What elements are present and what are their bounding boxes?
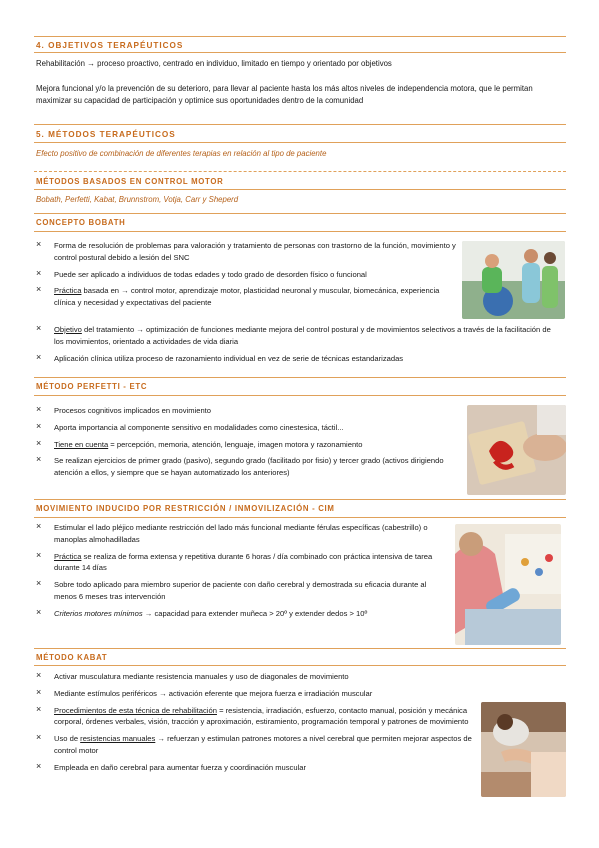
list-item: × Práctica basada en → control motor, aprendizaje motor, plasticidad neuronal y muscular, biomecánica, experiencia clínica y necesidad y expectativas del paciente xyxy=(36,285,456,309)
perfetti-title: MÉTODO PERFETTI - ETC xyxy=(36,382,148,391)
kabat-therapy-photo xyxy=(481,702,566,797)
section-4-line: Rehabilitación → proceso proactivo, centrado en individuo, limitado en tiempo y orientado por objetivos xyxy=(36,59,392,68)
cim-list xyxy=(36,522,446,625)
perfetti-rule xyxy=(34,395,566,396)
list-item: × Procesos cognitivos implicados en movimiento xyxy=(36,405,466,417)
section-5-title: 5. MÉTODOS TERAPÉUTICOS xyxy=(36,130,176,139)
list-item: × Uso de resistencias manuales → refuerzan y estimulan patrones motores a nivel cerebral que permiten mejorar aspectos de control motor xyxy=(36,733,476,757)
bobath-rule xyxy=(34,231,566,232)
cim-restriction-photo xyxy=(455,524,561,645)
list-item: × Aporta importancia al componente sensitivo en modalidades como cinestesica, táctil... xyxy=(36,422,466,434)
kabat-list xyxy=(36,671,476,779)
list-item: × Sobre todo aplicado para miembro superior de paciente con daño cerebral y demostrada su eficacia durante al menos 6 meses tras intervención xyxy=(36,579,446,603)
perfetti-list xyxy=(36,405,466,484)
bobath-list-wide xyxy=(36,324,562,369)
cim-rule xyxy=(34,517,566,518)
section-4-title: 4. OBJETIVOS TERAPÉUTICOS xyxy=(36,41,184,50)
cim-top-rule xyxy=(34,499,566,500)
control-motor-list: Bobath, Perfetti, Kabat, Brunnstrom, Votja, Carr y Sheperd xyxy=(36,195,239,204)
list-item: × Aplicación clínica utiliza proceso de razonamiento individual en vez de serie de técnicas estandarizadas xyxy=(36,353,562,365)
kabat-rule xyxy=(34,665,566,666)
list-item: × Procedimientos de esta técnica de rehabilitación = resistencia, irradiación, esfuerzo, contacto manual, posición y mecánica corporal, órdenes verbales, visión, tracción y aproximación, estiramiento, programación temporal y patrones de movimiento xyxy=(36,705,476,729)
list-item: × Activar musculatura mediante resistencia manuales y uso de diagonales de movimiento xyxy=(36,671,476,683)
section-4-rule xyxy=(34,52,566,53)
control-motor-rule xyxy=(34,189,566,190)
section-5-top-rule xyxy=(34,124,566,125)
list-item: × Criterios motores mínimos → capacidad para extender muñeca > 20º y extender dedos > 10º xyxy=(36,608,446,620)
list-item: × Puede ser aplicado a individuos de todas edades y todo grado de desorden físico o funcional xyxy=(36,269,456,281)
list-item: × Mediante estímulos periféricos → activación eferente que mejora fuerza e irradiación muscular xyxy=(36,688,476,700)
list-item: × Forma de resolución de problemas para valoración y tratamiento de personas con trastorno de la función, movimiento y control postural debido a lesión del SNC xyxy=(36,240,456,264)
section-5-subtitle: Efecto positivo de combinación de diferentes terapias en relación al tipo de paciente xyxy=(36,149,327,158)
list-item: × Se realizan ejercicios de primer grado (pasivo), segundo grado (facilitado por fisio) y tercer grado (activos dirigiendo atención a ellos, y siempre que se hayan automatizado los anteriores) xyxy=(36,455,466,479)
section-5-rule xyxy=(34,142,566,143)
cim-title: MOVIMIENTO INDUCIDO POR RESTRICCIÓN / INMOVILIZACIÓN - CIM xyxy=(36,504,335,513)
list-item: × Práctica se realiza de forma extensa y repetitiva durante 6 horas / día combinado con práctica intensiva de tarea durante 14 días xyxy=(36,551,446,575)
top-rule xyxy=(34,36,566,37)
list-item: × Tiene en cuenta = percepción, memoria, atención, lenguaje, imagen motora y razonamiento xyxy=(36,439,466,451)
control-motor-title: MÉTODOS BASADOS EN CONTROL MOTOR xyxy=(36,177,224,186)
kabat-top-rule xyxy=(34,648,566,649)
bobath-title: CONCEPTO BOBATH xyxy=(36,218,126,227)
perfetti-board-photo xyxy=(467,405,566,495)
bobath-list xyxy=(36,240,456,314)
list-item: × Empleada en daño cerebral para aumentar fuerza y coordinación muscular xyxy=(36,762,476,774)
dashed-divider xyxy=(34,171,566,172)
bobath-therapy-photo xyxy=(462,241,565,319)
section-4-paragraph: Mejora funcional y/o la prevención de su deterioro, para llevar al paciente hasta los más altos niveles de independencia motora, que le permitan maximizar su capacidad de participación y optimice sus oportunidades dentro de la comunidad xyxy=(36,84,533,105)
list-item: × Estimular el lado pléjico mediante restricción del lado más funcional mediante férulas específicas (cabestrillo) o manoplas almohadilladas xyxy=(36,522,446,546)
kabat-title: MÉTODO KABAT xyxy=(36,653,108,662)
perfetti-top-rule xyxy=(34,377,566,378)
bobath-top-rule xyxy=(34,213,566,214)
list-item: × Objetivo del tratamiento → optimización de funciones mediante mejora del control postural y de movimientos selectivos a través de la facilitación de los movimientos, orientado a actividades de vida diaria xyxy=(36,324,562,348)
